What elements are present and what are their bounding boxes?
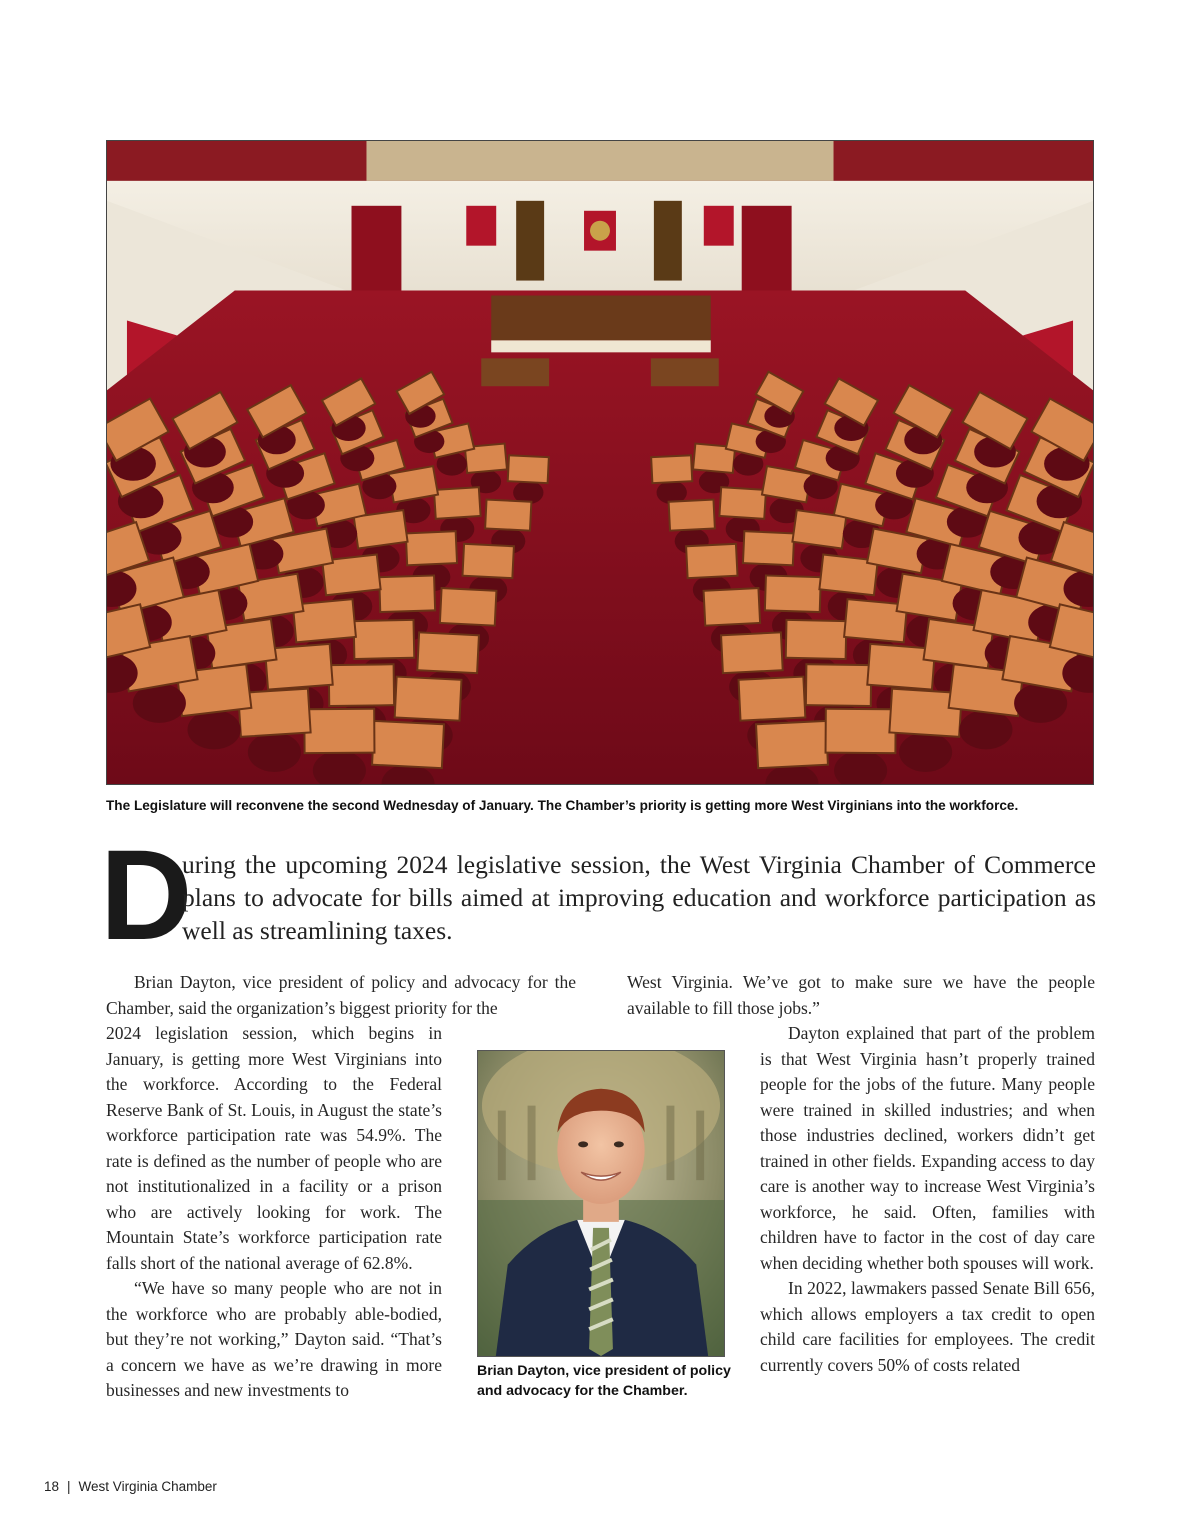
desk — [686, 544, 737, 578]
desk — [485, 500, 531, 531]
portrait-caption: Brian Dayton, vice president of policy and advocacy for the Chamber. — [477, 1363, 731, 1399]
desk — [651, 455, 692, 483]
desk — [463, 544, 514, 578]
desk — [379, 575, 435, 612]
desk — [406, 531, 457, 565]
desk — [719, 487, 766, 519]
portrait-photo — [477, 1050, 725, 1357]
chamber-illustration — [107, 141, 1093, 784]
desk — [786, 620, 847, 659]
desk — [669, 500, 715, 531]
lead-paragraph: uring the upcoming 2024 legislative session, the West Virginia Chamber of Commerce plans to advocate for bills aimed at improving education and workforce participation as well as streamlining taxes. — [182, 850, 1096, 945]
legislature-chamber-photo — [106, 140, 1094, 785]
left-paragraph-2: “We have so many people who are not in the workforce who are probably able-bodied, but they’re not working,” Dayton said. “That’s a concern we have as we’re drawing in more businesses and new investments to — [106, 1278, 442, 1400]
right-paragraph-1: Dayton explained that part of the problem is that West Virginia hasn’t properly trained people for the jobs of the future. Many people were trained in skilled industries; and when those industries declined, workers didn’t get trained in other fields. Expanding access to day care is another way to increase West Virginia’s workforce, he said. Often, families with children have to factor in the cost of day care when deciding whether both spouses will work. — [760, 1023, 1095, 1273]
desk — [765, 575, 821, 612]
desk — [329, 664, 394, 706]
right-top-paragraph: West Virginia. We’ve got to make sure we have the people available to fill those jobs.” — [627, 972, 1095, 1018]
desk — [739, 677, 806, 721]
publication-name: West Virginia Chamber — [78, 1479, 217, 1494]
desk — [806, 664, 871, 706]
page-number: 18 — [44, 1479, 60, 1494]
chair — [248, 732, 301, 771]
right-column — [760, 1021, 1095, 1378]
desk — [354, 620, 415, 659]
desk — [508, 455, 549, 483]
chair — [959, 710, 1012, 749]
photo-caption: The Legislature will reconvene the second Wednesday of January. The Chamber’s priority is getting more West Virginians into the workforce. — [106, 798, 1019, 813]
right-paragraph-2: In 2022, lawmakers passed Senate Bill 656, which allows employers a tax credit to open child care facilities for employees. The credit currently covers 50% of costs related — [760, 1278, 1095, 1375]
desk — [440, 588, 497, 626]
left-paragraph-1: 2024 legislation session, which begins in January, is getting more West Virginians into the workforce. According to the Federal Reserve Bank of St. Louis, in August the state’s workforce participation rate was 54.9%. The rate is defined as the number of people who are not institutionalized in a facility or a prison who are actively looking for work. The Mountain State’s workforce participation rate falls short of the national average of 62.8%. — [106, 1023, 442, 1273]
footer-separator: | — [67, 1479, 71, 1494]
desk — [721, 632, 783, 673]
desk — [704, 588, 761, 626]
desk — [395, 677, 462, 721]
desk — [417, 632, 479, 673]
drop-cap: D — [100, 824, 193, 967]
desk — [372, 721, 444, 768]
desk — [743, 531, 794, 565]
intro-paragraph: Brian Dayton, vice president of policy and advocacy for the Chamber, said the organization’s biggest priority for the — [106, 972, 576, 1018]
portrait-illustration — [478, 1051, 724, 1356]
desk — [756, 721, 828, 768]
page-footer — [44, 1479, 217, 1494]
desk — [434, 487, 481, 519]
left-column — [106, 1021, 442, 1404]
desk — [304, 709, 374, 753]
desk — [826, 709, 896, 753]
chair — [188, 710, 241, 749]
chair — [899, 732, 952, 771]
